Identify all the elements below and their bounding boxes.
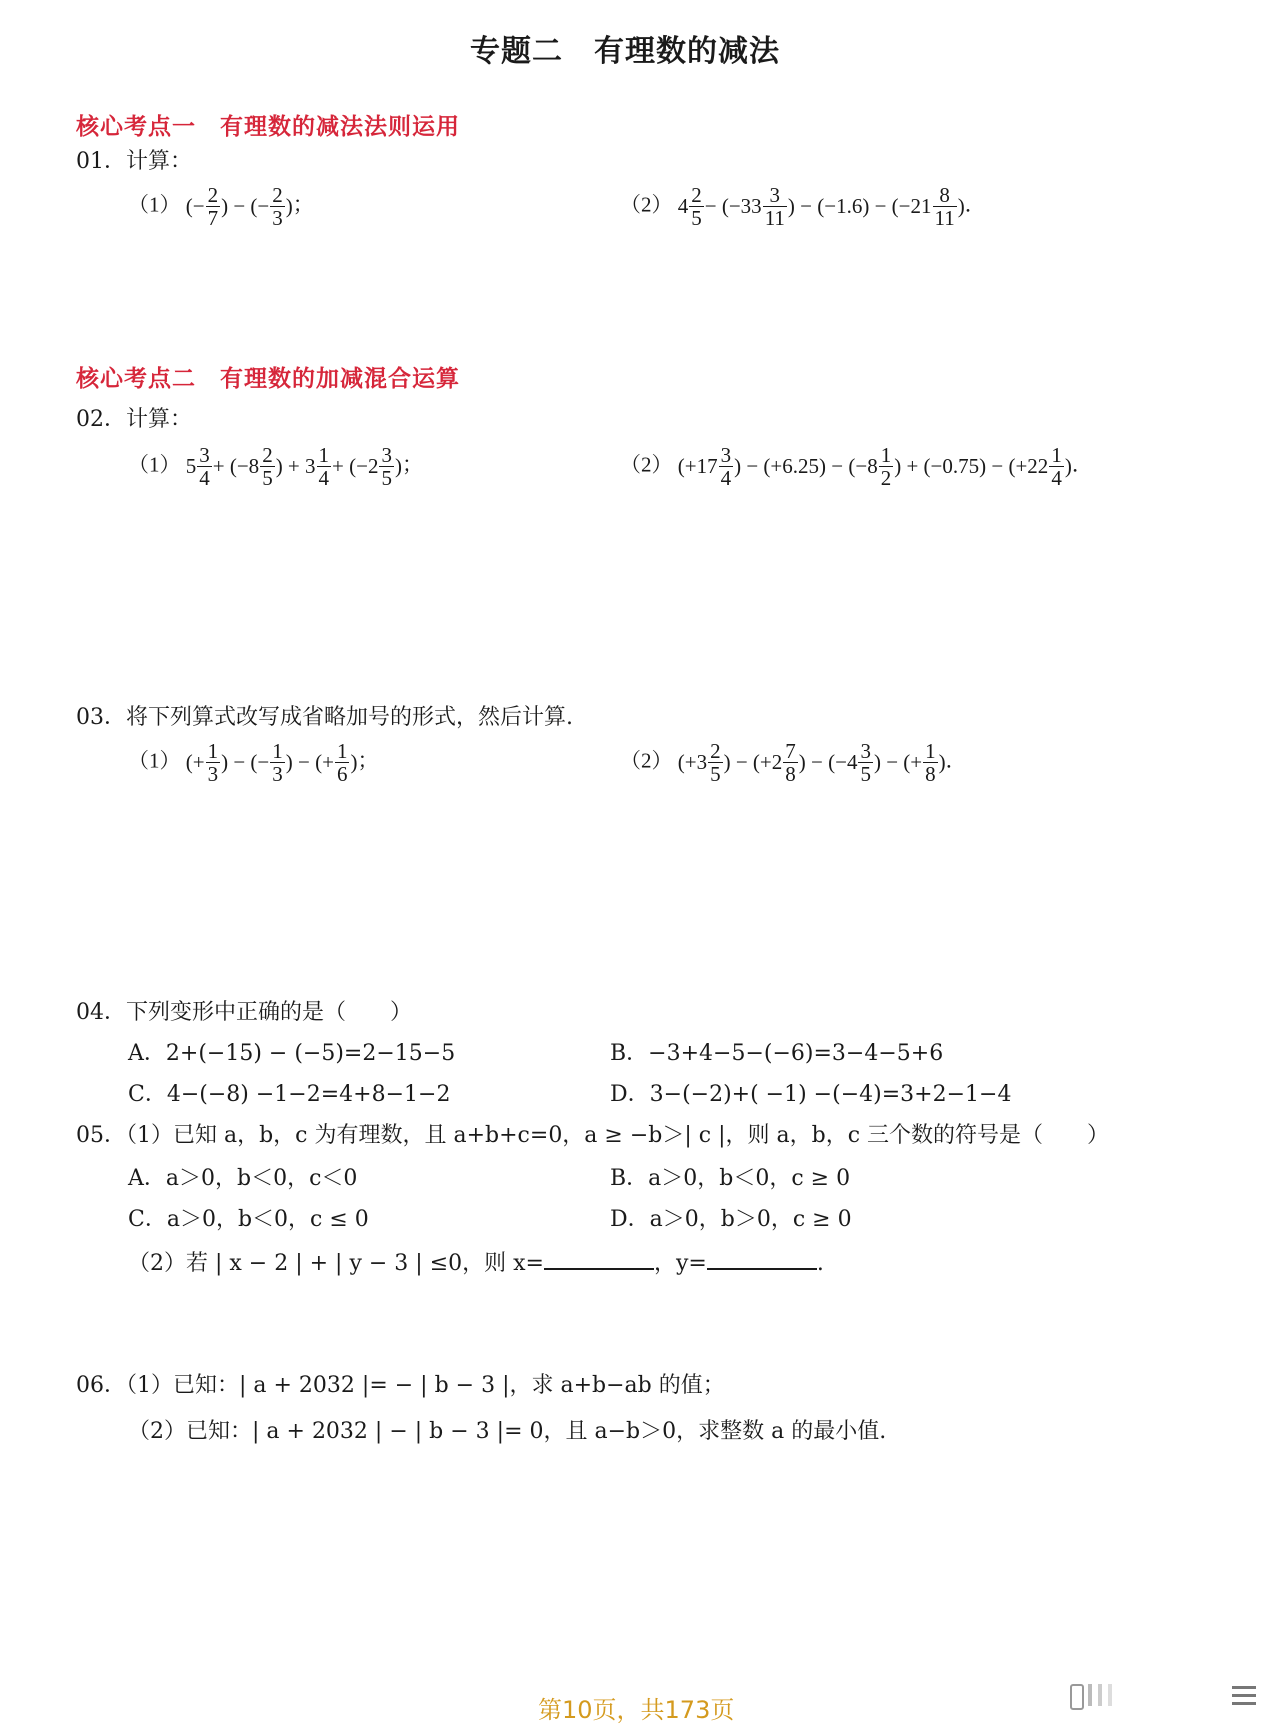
- question-06-part-1: 06．（1）已知：| a + 2032 |= − | b − 3 |，求 a+b−ab 的值；: [76, 1373, 725, 1398]
- question-04-option-b: B．−3+4−5−(−6)=3−4−5+6: [610, 1041, 944, 1066]
- page-title: 专题二 有理数的减法: [470, 34, 780, 69]
- question-02-stem: 02．计算：: [76, 407, 192, 432]
- part-end: ；: [292, 192, 314, 217]
- question-05-option-a: A．a＞0，b＜0，c＜0: [128, 1166, 358, 1191]
- part-2-prefix: （2）若 | x − 2 | + | y − 3 | ≤0，则 x=: [128, 1251, 544, 1276]
- part-label: （1）: [128, 748, 181, 773]
- question-01-stem: 01．计算：: [76, 149, 192, 174]
- part-label: （2）: [620, 452, 673, 477]
- question-04-option-a: A．2+(−15) − (−5)=2−15−5: [128, 1041, 456, 1066]
- part-label: （1）: [128, 452, 181, 477]
- question-03-part-2: （2） (+3 $\frac{2}{5}$ ) − (+2 $\frac{7}{8}$ ) − (−4 $\frac{3}{5}$ ) − (+ $\frac{1}{8}$ )．: [620, 739, 967, 787]
- page-footer: 第10页，共173页: [538, 1696, 735, 1724]
- part-end: ；: [401, 452, 423, 477]
- part-label: （2）: [620, 192, 673, 217]
- question-05-part-2: [128, 1246, 824, 1277]
- list-icon: [1232, 1686, 1256, 1706]
- part-2-mid: ，y=: [653, 1251, 707, 1276]
- question-03-stem: 03．将下列算式改写成省略加号的形式，然后计算.: [76, 705, 573, 730]
- part-label: （2）: [620, 748, 673, 773]
- part-label: （1）: [128, 192, 181, 217]
- question-02-part-2: （2） (+17 $\frac{3}{4}$ ) − (+6.25) − (−8 $\frac{1}{2}$ ) + (−0.75) − (+22 $\frac{1}{4}$ )．: [620, 443, 1093, 491]
- y-answer-blank[interactable]: [707, 1248, 817, 1270]
- part-end: ．: [1071, 452, 1093, 477]
- question-01-part-1: （1） (− $\frac{2}{7}$ ) − (− $\frac{2}{3}$ )；: [128, 183, 314, 231]
- question-04-option-c: C．4−(−8) −1−2=4+8−1−2: [128, 1082, 451, 1107]
- section-heading-2: 核心考点二 有理数的加减混合运算: [76, 366, 460, 392]
- question-05-option-b: B．a＞0，b＜0，c ≥ 0: [610, 1166, 851, 1191]
- question-06-part-2: （2）已知：| a + 2032 | − | b − 3 |= 0，且 a−b＞0，求整数 a 的最小值.: [128, 1419, 887, 1444]
- part-2-end: .: [816, 1251, 824, 1276]
- part-end: ．: [964, 192, 986, 217]
- question-03-part-1: （1） (+ $\frac{1}{3}$ ) − (− $\frac{1}{3}$ ) − (+ $\frac{1}{6}$ )；: [128, 739, 379, 787]
- question-02-part-1: （1） 5 $\frac{3}{4}$ + (−8 $\frac{2}{5}$ ) + 3 $\frac{1}{4}$ + (−2 $\frac{3}{5}$ )；: [128, 443, 423, 491]
- question-04-option-d: D．3−(−2)+( −1) −(−4)=3+2−1−4: [610, 1082, 1012, 1107]
- part-end: ；: [357, 748, 379, 773]
- question-04-stem: 04．下列变形中正确的是（ ）: [76, 1000, 412, 1025]
- question-05-stem: 05．（1）已知 a，b，c 为有理数，且 a+b+c=0，a ≥ −b＞| c |，则 a，b，c 三个数的符号是（ ）: [76, 1123, 1110, 1148]
- section-heading-1: 核心考点一 有理数的减法法则运用: [76, 114, 460, 140]
- scroll-indicator-icon: [1070, 1682, 1220, 1708]
- question-05-option-d: D．a＞0，b＞0，c ≥ 0: [610, 1207, 852, 1232]
- question-01-part-2: （2） 4 $\frac{2}{5}$ − (−33 $\frac{3}{11}$ ) − (−1.6) − (−21 $\frac{8}{11}$ )．: [620, 183, 986, 231]
- part-end: ．: [945, 748, 967, 773]
- question-05-option-c: C．a＞0，b＜0，c ≤ 0: [128, 1207, 369, 1232]
- x-answer-blank[interactable]: [544, 1248, 654, 1270]
